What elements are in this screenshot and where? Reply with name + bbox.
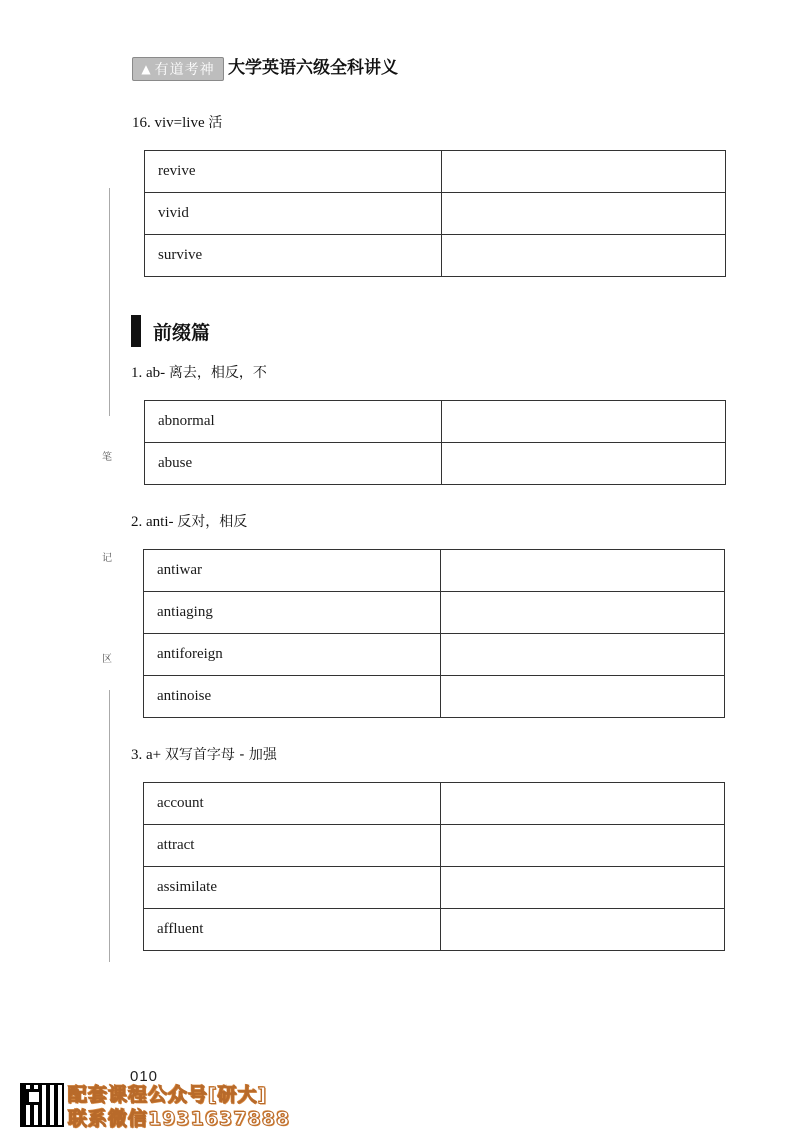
meaning-cell [441,909,725,951]
table-row [144,550,725,592]
page-number: 010 [130,1068,159,1085]
word-cell: account [144,783,441,825]
book-title: 大学英语六级全科讲义 [228,58,398,78]
word-cell: antinoise [144,676,441,718]
heading-meaning: 离去，相反，不 [168,365,267,381]
vocab-table-viv [144,150,726,277]
meaning-cell [441,867,725,909]
heading-meaning: 反对，相反 [177,514,248,530]
word-cell: antiforeign [144,634,441,676]
heading-number: 2. [131,514,143,530]
word-cell: vivid [145,193,442,235]
meaning-cell [441,592,725,634]
word-cell: abuse [145,443,442,485]
meaning-cell [442,193,726,235]
table-row [145,235,726,277]
table-row [144,825,725,867]
word-cell: attract [144,825,441,867]
table-row [145,193,726,235]
promo-line-1: 配套课程公众号[研大] [68,1084,268,1106]
word-cell: survive [145,235,442,277]
table-row [144,867,725,909]
table-row [144,676,725,718]
logo-text: 有道考神 [154,62,215,78]
heading-meaning: 双写首字母 - 加强 [164,747,277,763]
vocab-table-ab [144,400,726,485]
heading-number: 1. [131,365,143,381]
word-cell: antiaging [144,592,441,634]
meaning-cell [442,401,726,443]
meaning-cell [441,676,725,718]
meaning-cell [441,783,725,825]
heading-number: 3. [131,747,143,763]
book-icon: ▲ [141,62,152,76]
table-row [144,592,725,634]
meaning-cell [442,151,726,193]
heading-meaning: 活 [208,115,223,131]
promo-line-2: 联系微信1931637888 [68,1108,291,1130]
publisher-logo [132,57,224,81]
vocab-table-a-plus [143,782,725,951]
word-cell: assimilate [144,867,441,909]
margin-char-1: 笔 [102,452,112,463]
margin-line-bottom [109,690,110,962]
margin-char-2: 记 [102,553,112,564]
part-title-text: 前缀篇 [153,321,211,344]
meaning-cell [441,550,725,592]
table-row [145,401,726,443]
table-row [144,783,725,825]
heading-root: viv=live [154,115,205,131]
vocab-table-anti [143,549,725,718]
meaning-cell [441,634,725,676]
table-row [145,151,726,193]
table-row [145,443,726,485]
word-cell: revive [145,151,442,193]
word-cell: antiwar [144,550,441,592]
part-title [131,315,210,347]
margin-char-3: 区 [102,654,112,665]
table-row [144,909,725,951]
heading-prefix: ab- [146,365,166,381]
section-heading-viv [132,112,222,132]
section-heading-a-plus [131,744,277,764]
table-row [144,634,725,676]
meaning-cell [442,443,726,485]
title-bar-icon [131,315,141,347]
section-heading-ab [131,362,267,382]
section-heading-anti [131,511,247,531]
qr-code-icon [20,1083,64,1127]
heading-prefix: anti- [146,514,174,530]
word-cell: abnormal [145,401,442,443]
meaning-cell [442,235,726,277]
heading-number: 16. [132,115,151,131]
meaning-cell [441,825,725,867]
margin-line-top [109,188,110,416]
word-cell: affluent [144,909,441,951]
heading-prefix: a+ [146,747,162,763]
